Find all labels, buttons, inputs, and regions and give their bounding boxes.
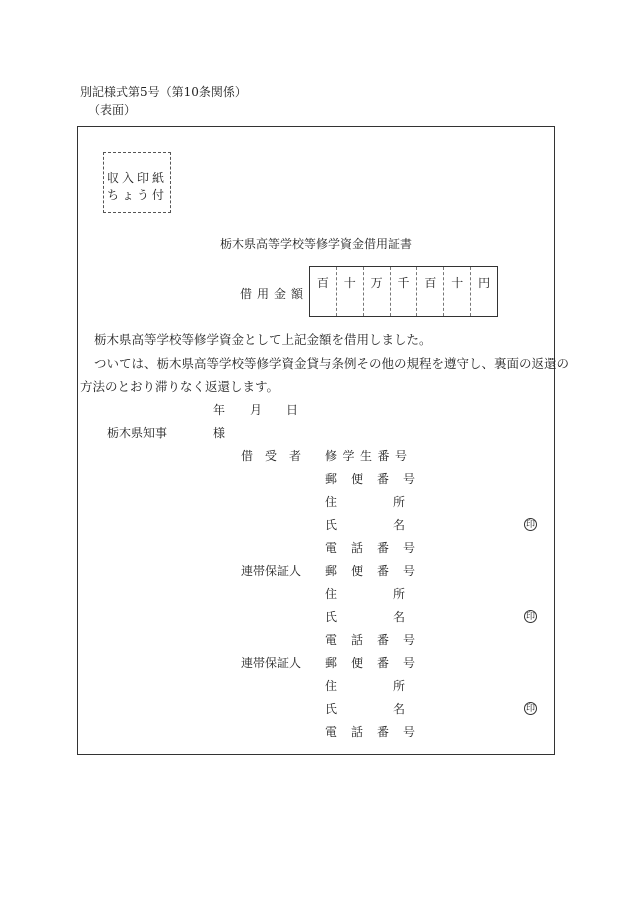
guarantor1-role: 連帯保証人 (241, 564, 302, 578)
amount-cell-sen[interactable]: 千 (391, 267, 418, 316)
guarantor2-seal-mark: 印 (525, 704, 535, 714)
guarantor1-seal-mark: 印 (525, 612, 535, 622)
amount-cell-man[interactable]: 万 (364, 267, 391, 316)
stamp-box-line1: 収入印紙 (106, 171, 167, 185)
amount-cell-hyaku-man[interactable]: 百 (310, 267, 337, 316)
certificate-frame (77, 126, 555, 755)
amount-cell-juu-man[interactable]: 十 (337, 267, 364, 316)
amount-table (309, 266, 498, 317)
stamp-box-line2: ちょう付 (106, 188, 167, 202)
guarantor2-role: 連帯保証人 (241, 656, 302, 670)
guarantor2-postal-label: 郵便番号 (325, 656, 430, 670)
amount-cell-en[interactable]: 円 (478, 276, 491, 290)
borrower-name-label: 氏名 (325, 518, 462, 532)
borrower-postal-label: 郵便番号 (325, 472, 430, 486)
addressee-name: 栃木県知事 (107, 426, 168, 440)
statement-2-line2: 方法のとおり滞りなく返還します。 (80, 379, 280, 394)
side-label: （表面） (88, 103, 137, 117)
borrower-role: 借 受 者 (241, 449, 302, 463)
guarantor1-address-label: 住所 (325, 587, 462, 601)
guarantor2-name-label: 氏名 (325, 702, 462, 716)
statement-2-line1: ついては、栃木県高等学校等修学資金貸与条例その他の規程を遵守し、裏面の返還の (94, 356, 570, 371)
date-year: 年 (213, 403, 226, 417)
statement-1: 栃木県高等学校等修学資金として上記金額を借用しました。 (94, 332, 432, 347)
borrower-phone-label: 電話番号 (325, 541, 430, 555)
guarantor2-phone-label: 電話番号 (325, 725, 430, 739)
date-day: 日 (286, 403, 299, 417)
guarantor1-name-label: 氏名 (325, 610, 462, 624)
borrower-address-label: 住所 (325, 495, 462, 509)
date-month: 月 (250, 403, 263, 417)
borrower-student-number-label: 修 学 生 番 号 (325, 449, 407, 463)
revenue-stamp-box (103, 152, 171, 213)
addressee-honorific: 様 (213, 426, 226, 440)
document-title: 栃木県高等学校等修学資金借用証書 (220, 237, 413, 251)
amount-cell-juu[interactable]: 十 (444, 267, 471, 316)
guarantor1-phone-label: 電話番号 (325, 633, 430, 647)
form-reference: 別記様式第5号（第10条関係） (80, 85, 247, 99)
amount-label: 借用金額 (240, 287, 309, 301)
guarantor1-postal-label: 郵便番号 (325, 564, 430, 578)
borrower-seal-mark: 印 (525, 520, 535, 530)
guarantor2-address-label: 住所 (325, 679, 462, 693)
amount-cell-hyaku[interactable]: 百 (417, 267, 444, 316)
